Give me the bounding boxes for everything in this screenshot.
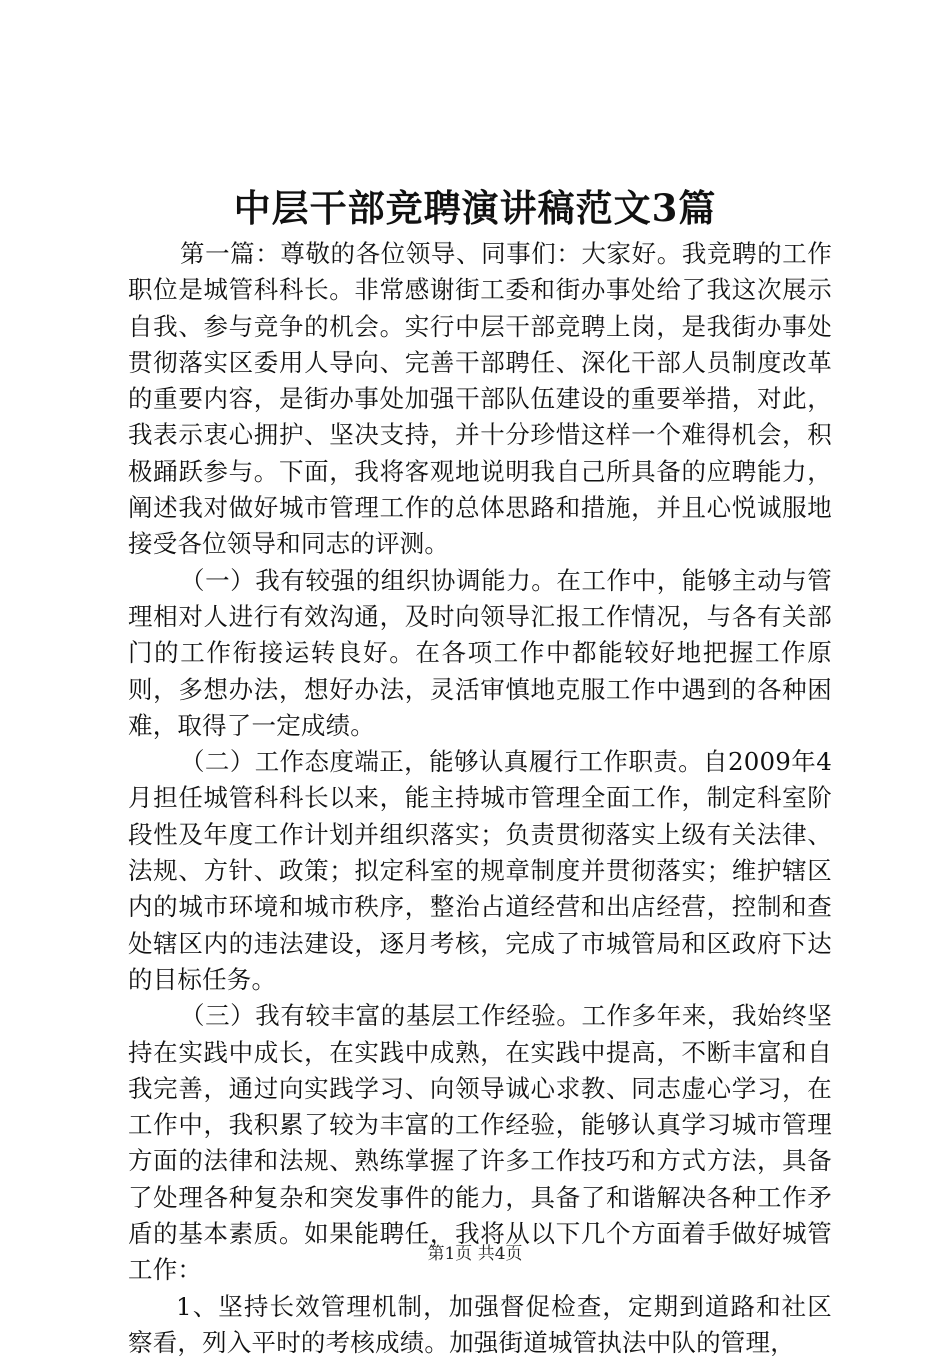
page-footer: 第1页 共4页	[427, 1244, 523, 1264]
paragraph-intro: 第一篇：尊敬的各位领导、同事们：大家好。我竞聘的工作职位是城管科科长。非常感谢街工委和街办事处给了我这次展示自我、参与竞争的机会。实行中层干部竞聘上岗，是我街办事处贯彻落实区委用人导向、完善干部聘任、深化干部人员制度改革的重要内容，是街办事处加强干部队伍建设的重要举措，对此，我表示衷心拥护、坚决支持，并十分珍惜这样一个难得机会，积极踊跃参与。下面，我将客观地说明我自己所具备的应聘能力，阐述我对做好城市管理工作的总体思路和措施，并且心悦诚服地接受各位领导和同志的评测。	[128, 239, 832, 559]
document-title: 中层干部竞聘演讲稿范文3篇	[233, 186, 717, 230]
document-body	[128, 236, 832, 1361]
paragraph-section-1: （一）我有较强的组织协调能力。在工作中，能够主动与管理相对人进行有效沟通，及时向领导汇报工作情况，与各有关部门的工作衔接运转良好。在各项工作中都能较好地把握工作原则，多想办法，想好办法，灵活审慎地克服工作中遇到的各种困难，取得了一定成绩。	[128, 565, 832, 740]
paragraph-item-1: 1、坚持长效管理机制，加强督促检查，定期到道路和社区察看，列入平时的考核成绩。加强街道城管执法中队的管理，	[128, 1291, 832, 1357]
paragraph-section-3: （三）我有较丰富的基层工作经验。工作多年来，我始终坚持在实践中成长，在实践中成熟，在实践中提高，不断丰富和自我完善，通过向实践学习、向领导诚心求教、同志虚心学习，在工作中，我积累了较为丰富的工作经验，能够认真学习城市管理方面的法律和法规、熟练掌握了许多工作技巧和方式方法，具备了处理各种复杂和突发事件的能力，具备了和谐解决各种工作矛盾的基本素质。如果能聘任，我将从以下几个方面着手做好城管工作：	[128, 1001, 832, 1285]
paragraph-section-2: （二）工作态度端正，能够认真履行工作职责。自2009年4月担任城管科科长以来，能主持城市管理全面工作，制定科室阶段性及年度工作计划并组织落实；负责贯彻落实上级有关法律、法规、方针、政策；拟定科室的规章制度并贯彻落实；维护辖区内的城市环境和城市秩序，整治占道经营和出店经营，控制和查处辖区内的违法建设，逐月考核，完成了市城管局和区政府下达的目标任务。	[128, 747, 832, 994]
